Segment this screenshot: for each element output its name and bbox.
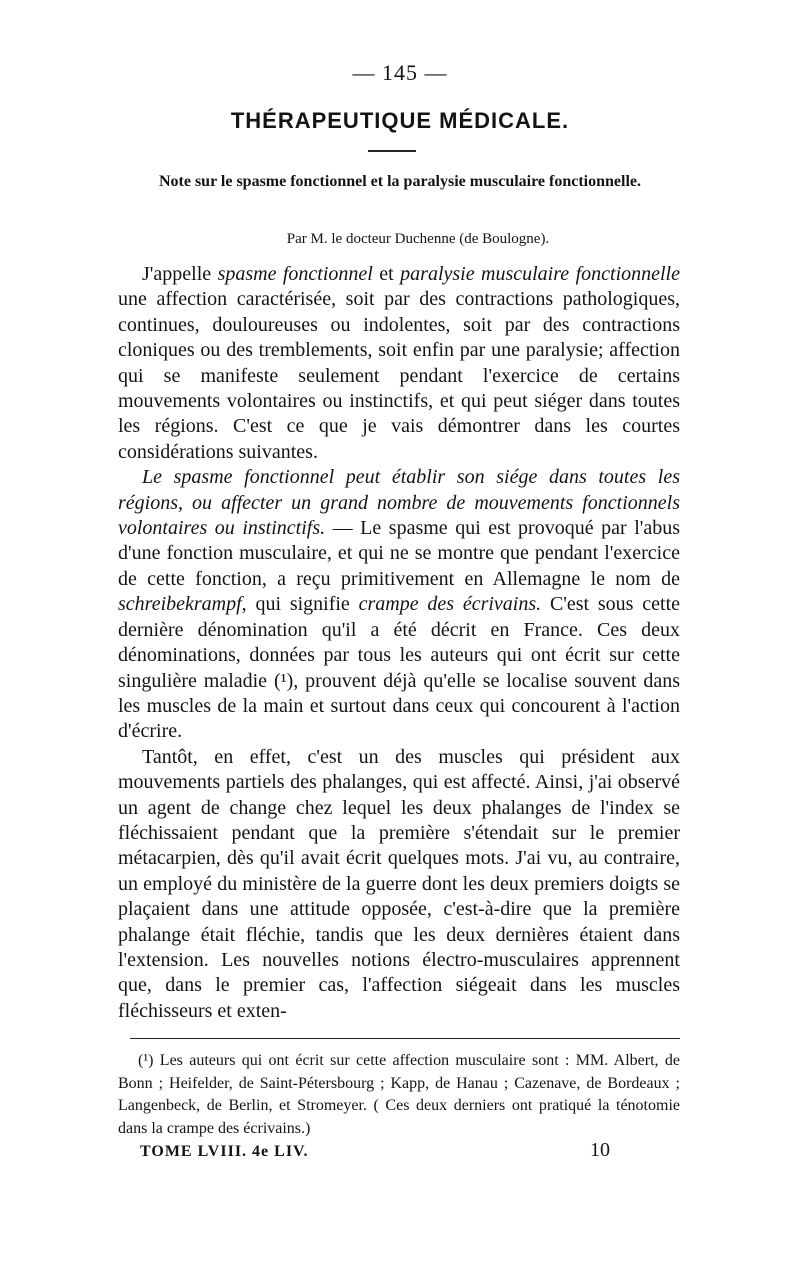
italic-term: spasme fonctionnel xyxy=(217,263,373,285)
italic-heading-sentence: Le spasme fonctionnel peut établir son siége dans toutes les régions, ou affecter un grand nombre de mouvements fonctionnels volontaires ou instinctifs. xyxy=(118,466,680,540)
volume-signature: TOME LVIII. 4e LIV. xyxy=(140,1143,309,1160)
body-text-run: J'appelle xyxy=(142,263,218,285)
italic-term: crampe des écrivains. xyxy=(358,593,542,616)
page-number: — 145 — xyxy=(352,60,448,85)
section-title: THÉRAPEUTIQUE MÉDICALE. xyxy=(230,108,570,133)
article-body xyxy=(118,262,680,1024)
body-text-run: , qui signifie xyxy=(241,593,359,616)
italic-term: paralysie musculaire fonctionnelle xyxy=(400,263,680,285)
body-paragraph xyxy=(118,465,680,744)
footnote-separator-rule xyxy=(130,1038,680,1039)
title-separator-rule xyxy=(368,150,416,152)
italic-term: schreibekrampf xyxy=(118,593,242,616)
body-text-run: C'est sous cette dernière dénomination qu'il a été décrit en France. Ces deux dénominations, données par tous les auteurs qui ont écrit sur cette singulière maladie (¹), prouvent déjà qu'elle se localise souvent dans les muscles de la main et surtout dans ceux qui concourent à l'action d'écrire. xyxy=(118,593,681,743)
body-text-run: une affection caractérisée, soit par des contractions pathologiques, continues, douloureuses ou indolentes, soit par des contractions cloniques ou des tremblements, soit enfin par une paralysie; affection qui se manifeste seulement pendant l'exercice de certains mouvements volontaires ou instinctifs, et qui peut siéger dans toutes les régions. C'est ce que je vais démontrer dans les courtes considérations suivantes. xyxy=(118,288,680,463)
sheet-number: 10 xyxy=(590,1139,610,1161)
article-title: Note sur le spasme fonctionnel et la paralysie musculaire fonctionnelle. xyxy=(158,173,642,190)
body-text-run: — Le spasme qui est provoqué par l'abus d'une fonction musculaire, et qui ne se montre que pendant l'exercice de cette fonction, a reçu primitivement en Allemagne le nom de xyxy=(118,517,681,590)
body-paragraph xyxy=(118,262,680,465)
body-paragraph: Tantôt, en effet, c'est un des muscles qui président aux mouvements partiels des phalanges, qui est affecté. Ainsi, j'ai observé un agent de change chez lequel les deux phalanges de l'index se fléchissaient pendant que la première s'étendait sur le premier métacarpien, dès qu'il avait écrit quelques mots. J'ai vu, au contraire, un employé du ministère de la guerre dont les deux premiers doigts se plaçaient dans une attitude opposée, c'est-à-dire que la première phalange était fléchie, tandis que les deux dernières étaient dans l'extension. Les nouvelles notions électro-musculaires apprennent que, dans le premier cas, l'affection siégeait dans les muscles fléchisseurs et exten- xyxy=(118,745,680,1022)
body-text-run: et xyxy=(372,263,401,285)
footnote-1: (¹) Les auteurs qui ont écrit sur cette affection musculaire sont : MM. Albert, de Bonn ; Heifelder, de Saint-Pétersbourg ; Kapp, de Hanau ; Cazenave, de Bordeaux ; Langenbeck, de Berlin, et Stromeyer. ( Ces deux derniers ont pratiqué la ténotomie dans la crampe des écrivains.) xyxy=(118,1052,680,1137)
author-byline: Par M. le docteur Duchenne (de Boulogne). xyxy=(286,231,550,247)
footnotes xyxy=(118,1050,680,1140)
